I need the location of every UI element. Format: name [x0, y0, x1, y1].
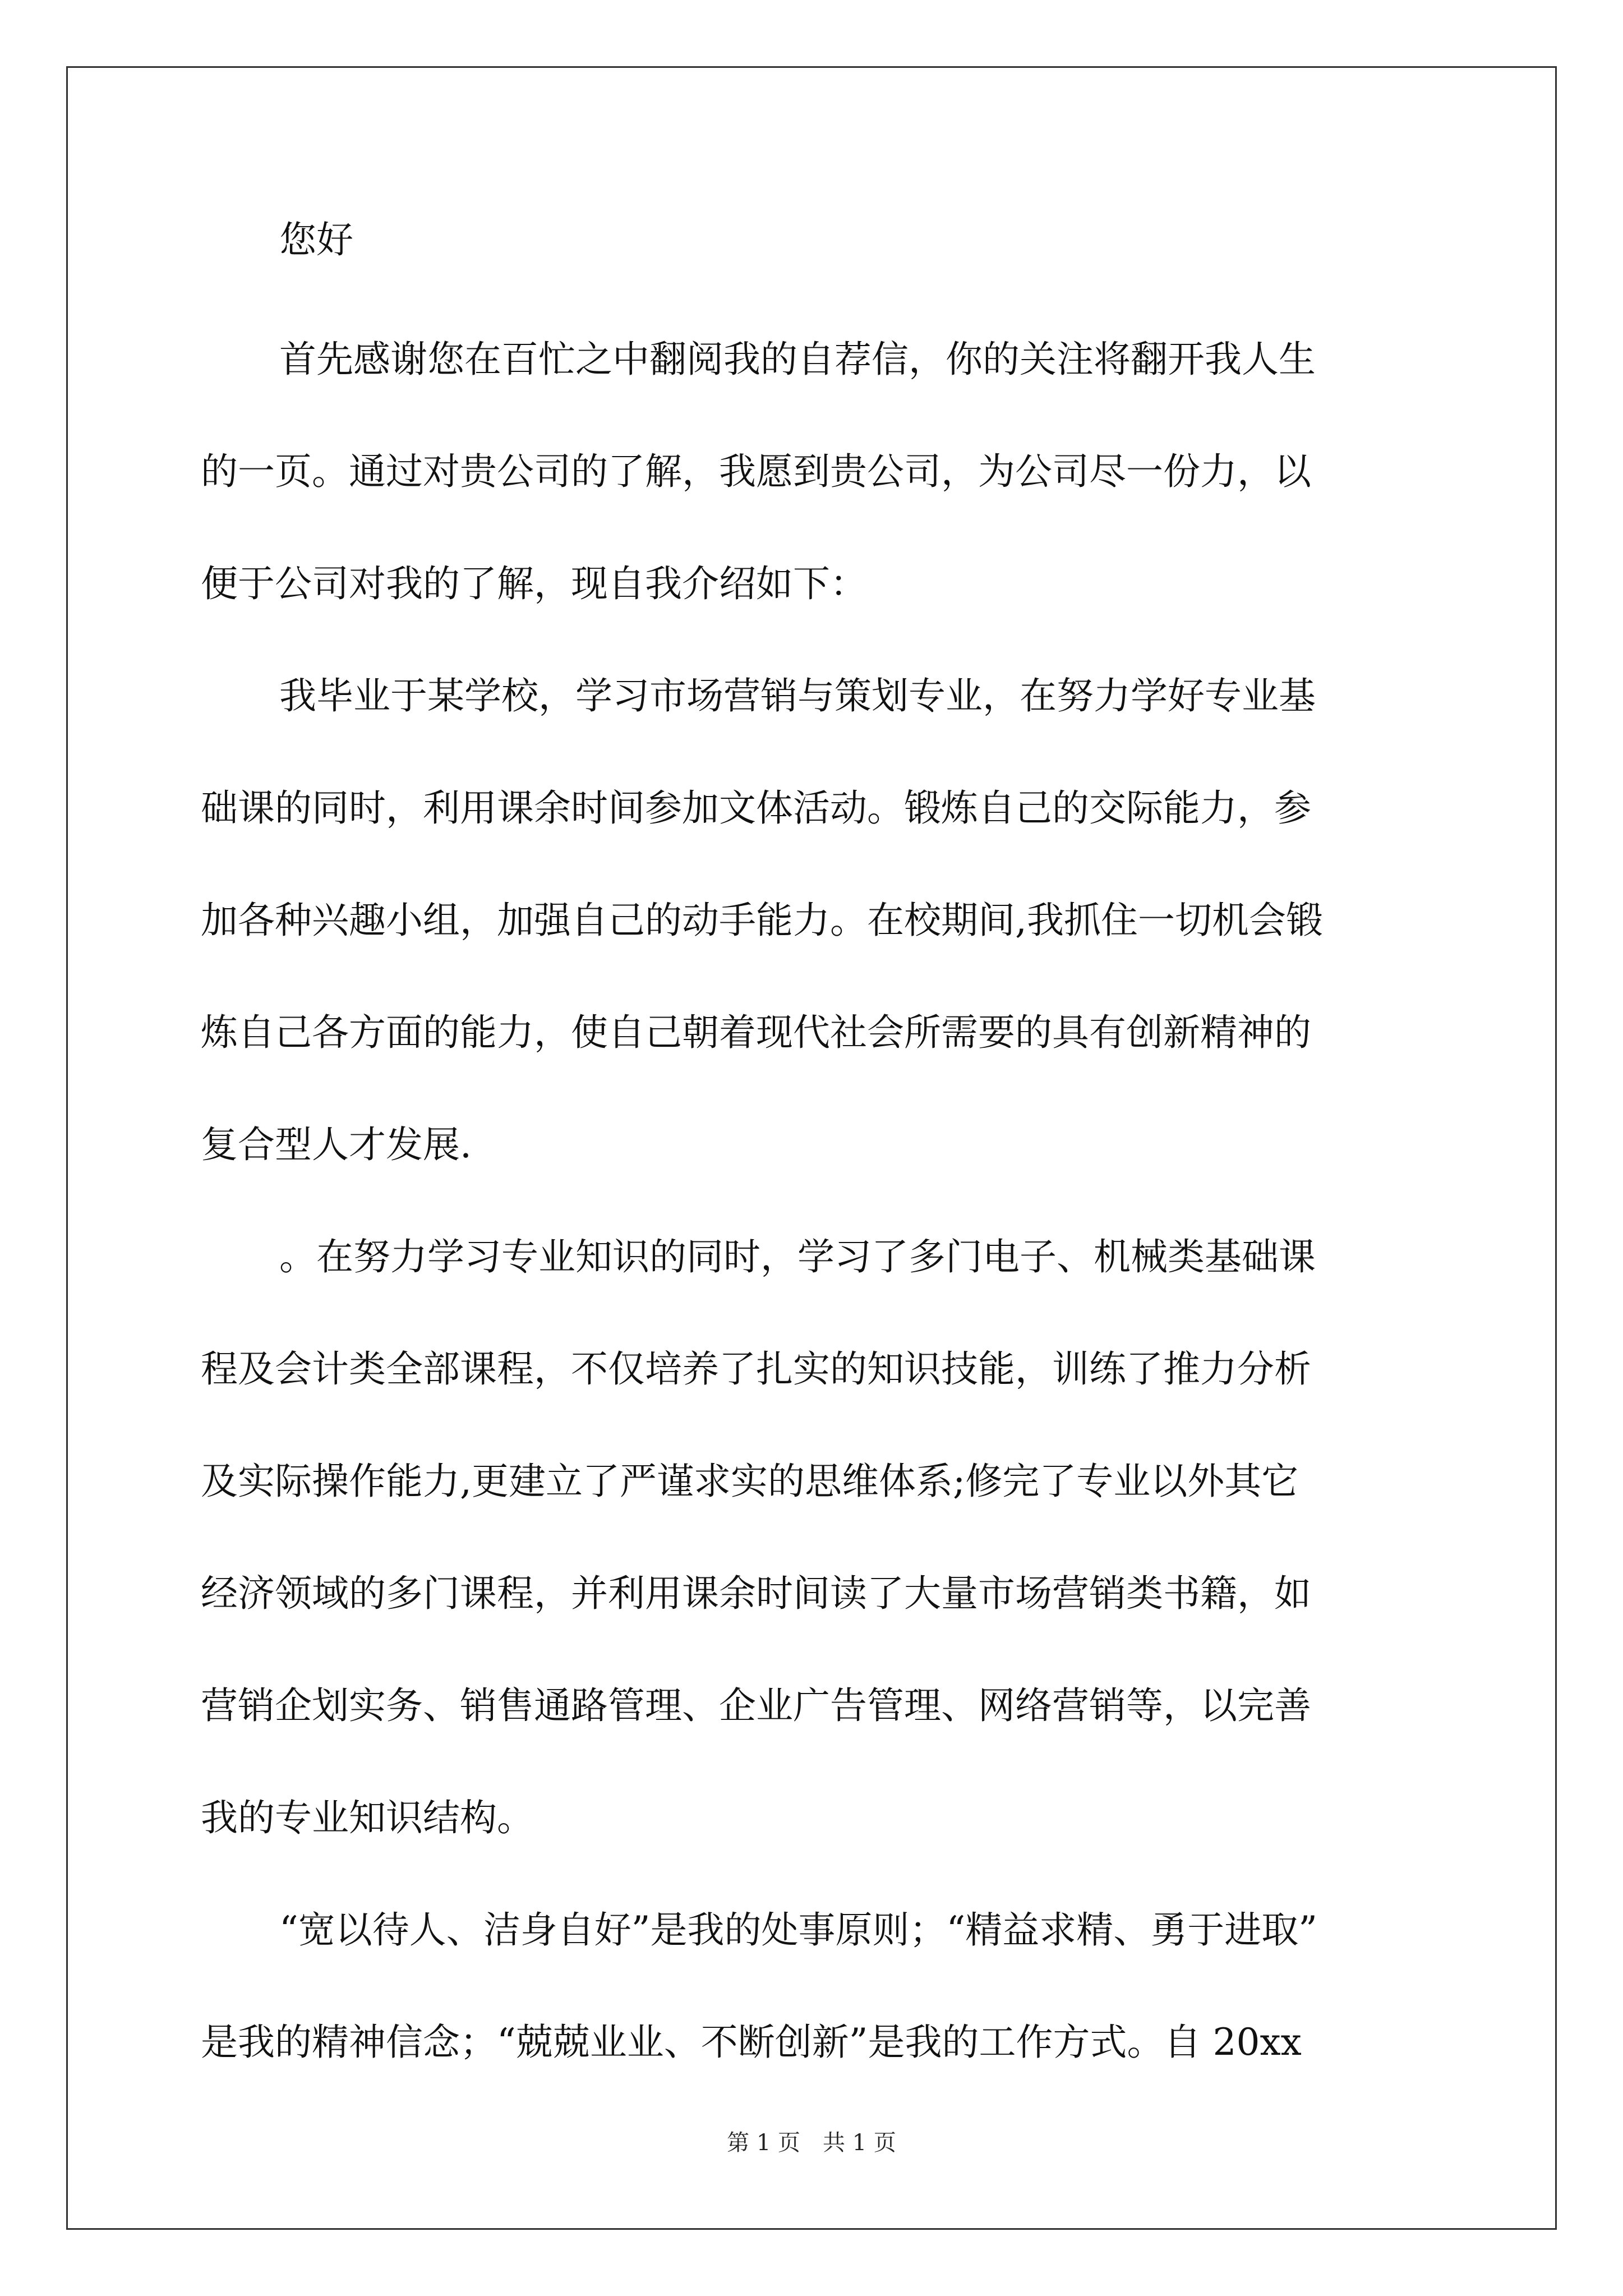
- page-number-footer: 第 1 页 共 1 页: [727, 2130, 896, 2156]
- paragraph-line: 是我的精神信念；“兢兢业业、不断创新”是我的工作方式。自 20xx: [201, 2021, 1302, 2064]
- paragraph-line: 础课的同时，利用课余时间参加文体活动。锻炼自己的交际能力，参: [201, 786, 1311, 830]
- paragraph-line: 复合型人才发展.: [201, 1123, 472, 1166]
- paragraph-line: 及实际操作能力,更建立了严谨求实的思维体系;修完了专业以外其它: [201, 1460, 1299, 1503]
- paragraph-line: 我的专业知识结构。: [201, 1796, 534, 1839]
- paragraph-line: 程及会计类全部课程，不仅培养了扎实的知识技能，训练了推力分析: [201, 1347, 1311, 1391]
- paragraph-line: “宽以待人、洁身自好”是我的处事原则；“精益求精、勇于进取”: [279, 1908, 1317, 1952]
- paragraph-line: 加各种兴趣小组，加强自己的动手能力。在校期间,我抓住一切机会锻: [201, 899, 1323, 942]
- paragraph-line: 经济领域的多门课程，并利用课余时间读了大量市场营销类书籍，如: [201, 1572, 1311, 1615]
- paragraph-line: 营销企划实务、销售通路管理、企业广告管理、网络营销等，以完善: [201, 1684, 1311, 1727]
- paragraph-line: 首先感谢您在百忙之中翻阅我的自荐信，你的关注将翻开我人生: [279, 338, 1316, 381]
- paragraph-line: 炼自己各方面的能力，使自己朝着现代社会所需要的具有创新精神的: [201, 1011, 1311, 1054]
- paragraph-line: 。在努力学习专业知识的同时，学习了多门电子、机械类基础课: [279, 1235, 1316, 1278]
- paragraph-line: 便于公司对我的了解，现自我介绍如下：: [201, 562, 867, 605]
- greeting-line: 您好: [279, 218, 353, 261]
- paragraph-line: 的一页。通过对贵公司的了解，我愿到贵公司，为公司尽一份力，以: [201, 450, 1311, 493]
- paragraph-line: 我毕业于某学校，学习市场营销与策划专业，在努力学好专业基: [279, 674, 1316, 717]
